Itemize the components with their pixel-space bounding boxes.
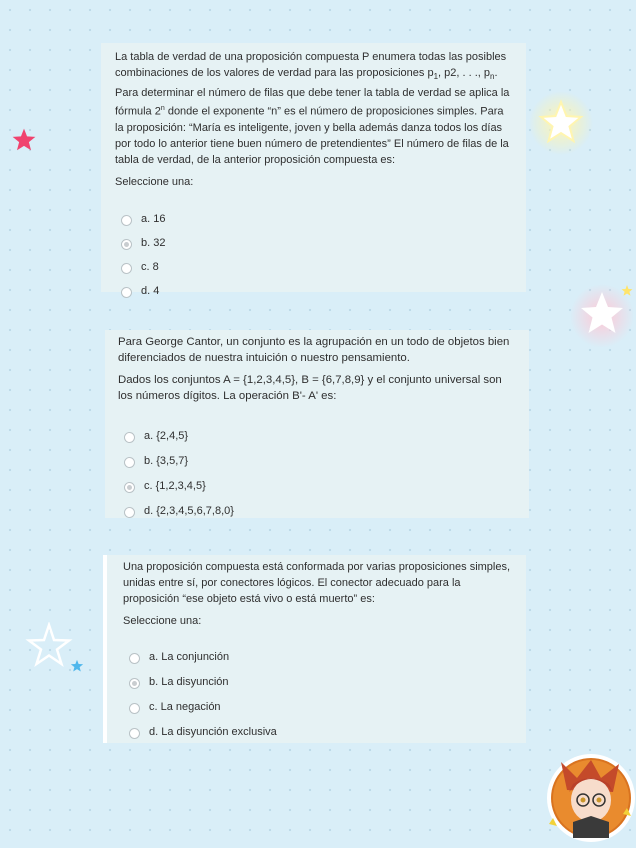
glowing-white-star-icon: [528, 90, 594, 156]
radio-button[interactable]: [129, 728, 140, 739]
radio-button-selected[interactable]: [129, 678, 140, 689]
radio-button[interactable]: [124, 457, 135, 468]
subscript-n: n: [490, 72, 495, 82]
option-a[interactable]: [123, 644, 516, 669]
option-c[interactable]: [115, 255, 512, 279]
option-d[interactable]: [118, 498, 516, 523]
answer-options: [115, 207, 512, 303]
option-label: a. 16: [141, 212, 166, 225]
pink-star-icon: [11, 127, 37, 153]
option-label: c. {1,2,3,4,5}: [144, 479, 206, 492]
option-label: d. La disyunción exclusiva: [149, 725, 277, 738]
option-b[interactable]: [118, 448, 516, 473]
question-card-1: [101, 43, 526, 297]
option-label: d. {2,3,4,5,6,7,8,0}: [144, 504, 234, 517]
answer-options: [118, 423, 516, 523]
pink-glow-star-icon: [568, 280, 636, 348]
option-label: b. {3,5,7}: [144, 454, 189, 467]
option-label: c. La negación: [149, 700, 221, 713]
radio-button[interactable]: [124, 432, 135, 443]
radio-button[interactable]: [121, 287, 132, 298]
radio-button[interactable]: [124, 507, 135, 518]
radio-button[interactable]: [129, 653, 140, 664]
question-2-text-2: Dados los conjuntos A = {1,2,3,4,5}, B = {6,7,8,9} y el conjunto universal son los números dígitos. La operación B'- A' es:: [118, 374, 502, 402]
option-c[interactable]: [118, 473, 516, 498]
subscript-1: 1: [433, 72, 439, 82]
radio-button-selected[interactable]: [121, 239, 132, 250]
radio-button-selected[interactable]: [124, 482, 135, 493]
radio-button[interactable]: [121, 263, 132, 274]
question-2-text: Para George Cantor, un conjunto es la agrupación en un todo de objetos bien diferenciados de nuestra intuición o nuestro pensamiento.: [118, 336, 510, 364]
question-1-text-part: La tabla de verdad de una proposición compuesta P enumera todas las posibles combinaciones de los valores de verdad para las proposiciones p: [115, 51, 507, 79]
option-a[interactable]: [118, 423, 516, 448]
select-prompt: Seleccione una:: [115, 175, 194, 188]
question-1-text-part: . Para determinar el número de filas que debe tener la tabla de verdad se aplica la fórmula 2: [115, 67, 510, 118]
option-label: a. La conjunción: [149, 650, 230, 663]
question-card-3: [103, 555, 526, 743]
option-label: d. 4: [141, 284, 160, 297]
option-d[interactable]: [115, 279, 512, 303]
option-a[interactable]: [115, 207, 512, 231]
radio-button[interactable]: [121, 215, 132, 226]
question-3-text: Una proposición compuesta está conformada por varias proposiciones simples, unidas entre sí, por conectores lógicos. El conector adecuado para la proposición “ese objeto está vivo o está muerto” es:: [123, 561, 511, 605]
question-1-text-part: , p2, . . ., p: [438, 67, 491, 79]
option-d[interactable]: [123, 719, 516, 744]
question-1-text-part: donde el exponente “n” es el número de proposiciones simples. Para la proposición: “María es inteligente, joven y bella además danza todos los días por todo lo anterior tiene buen número de pretendientes” El número de filas de la tabla de verdad, de la anterior proposición compuesta es:: [115, 105, 509, 166]
select-prompt: Seleccione una:: [123, 615, 202, 627]
option-c[interactable]: [123, 694, 516, 719]
option-label: b. La disyunción: [149, 675, 229, 688]
option-label: a. {2,4,5}: [144, 429, 189, 442]
anime-avatar-sticker: [543, 748, 636, 848]
option-b[interactable]: [115, 231, 512, 255]
superscript-n: n: [160, 105, 165, 113]
radio-button[interactable]: [129, 703, 140, 714]
option-b[interactable]: [123, 669, 516, 694]
blue-star-icon: [70, 659, 84, 673]
option-label: c. 8: [141, 260, 159, 273]
question-card-2: [105, 330, 529, 518]
answer-options: [123, 644, 516, 744]
option-label: b. 32: [141, 236, 166, 249]
question-1-text: [115, 49, 512, 168]
